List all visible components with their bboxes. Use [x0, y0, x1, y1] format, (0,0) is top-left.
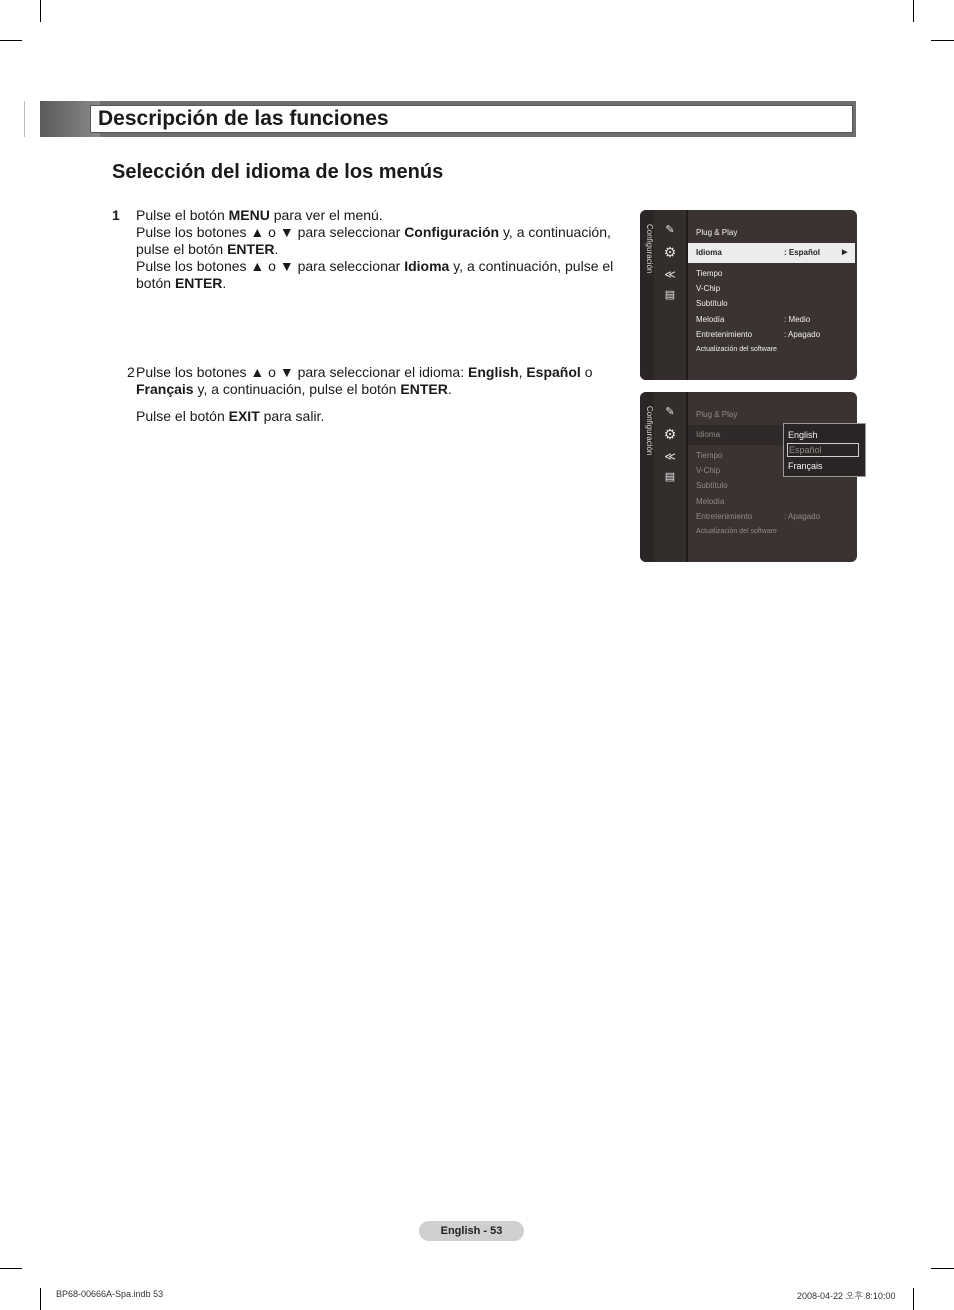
crop-mark — [0, 1268, 22, 1269]
gear-icon: ⚙ — [663, 426, 677, 442]
page-title: Descripción de las funciones — [98, 107, 389, 130]
osd-menu-configuracion — [640, 210, 857, 380]
osd-menu-item[interactable] — [696, 344, 846, 356]
arrow-right-icon: ▶ — [842, 249, 848, 256]
section-title: Selección del idioma de los menús — [112, 161, 444, 183]
header-inner — [90, 105, 853, 133]
osd-menu-item[interactable] — [696, 283, 846, 295]
footer-file: BP68-00666A-Spa.indb 53 — [56, 1289, 164, 1299]
osd-menu-item[interactable] — [696, 268, 846, 280]
antenna-icon: ≪ — [664, 451, 676, 463]
step-2-exit-line: Pulse el botón EXIT para salir. — [136, 408, 325, 424]
osd-menu-item[interactable] — [696, 526, 846, 538]
crop-mark — [931, 40, 954, 41]
step-1-line: Pulse el botón MENU para ver el menú. — [136, 207, 383, 223]
osd-item-label: Melodía — [696, 315, 725, 324]
osd-item-label: V-Chip — [696, 466, 721, 475]
osd-menu-item-selected[interactable] — [696, 247, 846, 259]
osd-item-label: Plug & Play — [696, 228, 738, 237]
osd-item-label: Tiempo — [696, 269, 723, 278]
osd-menu-configuracion-idioma — [640, 392, 857, 562]
osd-item-label: Entretenimiento — [696, 330, 753, 339]
osd-item-label: Idioma — [696, 430, 721, 439]
osd-item-label: Melodía — [696, 497, 725, 506]
osd-item-value: : Apagado — [784, 512, 821, 521]
crop-mark — [40, 0, 41, 22]
osd-item-label: Entretenimiento — [696, 512, 753, 521]
osd-menu-item[interactable] — [696, 329, 846, 341]
input-icon: ▤ — [664, 471, 676, 483]
header-rule — [24, 101, 25, 137]
osd-divider — [686, 392, 688, 562]
language-dropdown[interactable] — [783, 423, 866, 477]
osd-divider — [686, 210, 688, 380]
language-option[interactable]: English — [788, 430, 818, 440]
osd-menu-item[interactable] — [696, 480, 846, 492]
osd-item-value: : Medio — [784, 315, 811, 324]
osd-menu-item[interactable] — [696, 496, 846, 508]
step-number: 1 — [112, 207, 120, 223]
osd-item-label: Actualización del software — [696, 346, 777, 353]
crop-mark — [931, 1268, 954, 1269]
osd-vertical-label: Configuración — [645, 406, 654, 456]
step-2-line: Pulse los botones ▲ o ▼ para seleccionar el idioma: English, Español o Français y, a continuación, pulse el botón ENTER. — [136, 364, 593, 397]
step-1-line: Pulse los botones ▲ o ▼ para seleccionar Configuración y, a continuación, pulse el botón ENTER. — [136, 224, 611, 257]
osd-menu-item[interactable] — [696, 409, 846, 421]
osd-menu-item[interactable] — [696, 298, 846, 310]
page-number: English - 53 — [419, 1221, 524, 1241]
input-icon: ▤ — [664, 289, 676, 301]
satellite-dish-icon: ✎ — [665, 406, 675, 418]
osd-item-label: Plug & Play — [696, 410, 738, 419]
gear-icon: ⚙ — [663, 244, 677, 260]
satellite-dish-icon: ✎ — [665, 224, 675, 236]
osd-item-label: V-Chip — [696, 284, 721, 293]
footer-timestamp: 2008-04-22 오후 8:10:00 — [797, 1291, 896, 1301]
antenna-icon: ≪ — [664, 269, 676, 281]
crop-mark — [913, 1288, 914, 1310]
osd-menu-item[interactable] — [696, 227, 846, 239]
osd-menu-item[interactable] — [696, 511, 846, 523]
step-number: 2 — [127, 364, 135, 380]
step-1-text — [136, 207, 616, 292]
osd-item-value: : Español — [784, 248, 821, 257]
osd-menu-item[interactable] — [696, 314, 846, 326]
osd-item-label: Actualización del software — [696, 528, 777, 535]
step-2-text — [136, 364, 616, 425]
language-option[interactable]: Français — [788, 461, 823, 471]
language-option-selected[interactable]: Español — [787, 443, 859, 457]
osd-vertical-label: Configuración — [645, 224, 654, 274]
step-1-line: Pulse los botones ▲ o ▼ para seleccionar Idioma y, a continuación, pulse el botón ENTER. — [136, 258, 614, 291]
osd-item-label: Tiempo — [696, 451, 723, 460]
crop-mark — [40, 1288, 41, 1310]
osd-item-label: Idioma — [696, 248, 722, 257]
osd-item-label: Subtítulo — [696, 481, 728, 490]
crop-mark — [913, 0, 914, 22]
osd-item-label: Subtítulo — [696, 299, 728, 308]
crop-mark — [0, 40, 22, 41]
osd-item-value: : Apagado — [784, 330, 821, 339]
header-bar — [40, 101, 856, 137]
